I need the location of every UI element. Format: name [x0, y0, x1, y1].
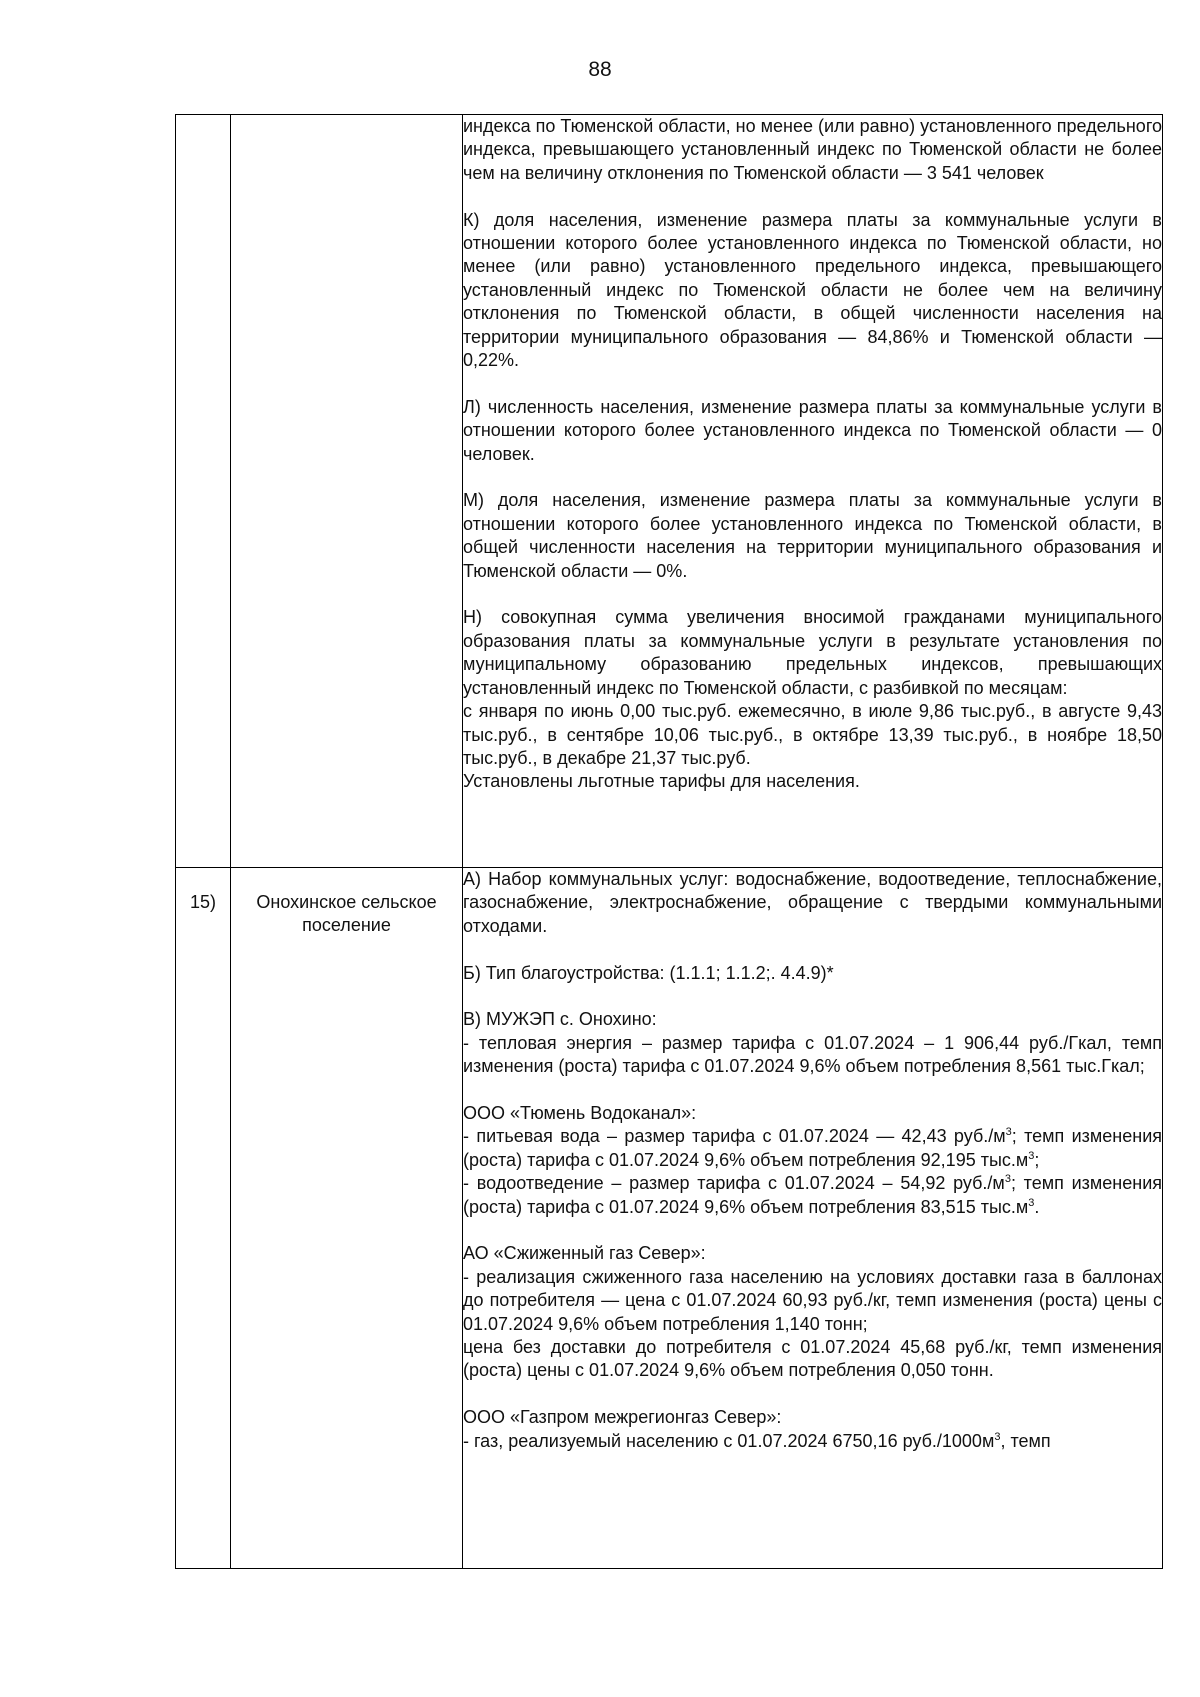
- municipality-name-cell: [231, 868, 463, 1569]
- gazprom-title: ООО «Газпром межрегионгаз Север»:: [463, 1407, 782, 1428]
- improvement-type-paragraph: Б) Тип благоустройства: (1.1.1; 1.1.2;. 4.4.9)*: [463, 962, 834, 983]
- lpg-title: АО «Сжиженный газ Север»:: [463, 1243, 706, 1264]
- paragraph-n-total: [463, 606, 1162, 793]
- muzhep-block: [463, 1008, 1162, 1078]
- paragraph-n-monthly: с января по июнь 0,00 тыс.руб. ежемесячно, в июле 9,86 тыс.руб., в августе 9,43 тыс.руб., в сентябре 10,06 тыс.руб., в октябре 13,39 тыс.руб., в ноябре 18,50 тыс.руб., в декабре 21,37 тыс.руб.: [463, 701, 1162, 768]
- description-cell: [463, 868, 1163, 1569]
- lpg-delivery-price: - реализация сжиженного газа населению на условиях доставки газа в баллонах до потребителя — цена с 01.07.2024 60,93 руб./кг, темп изменения (роста) цены с 01.07.2024 9,6% объем потребления 1,140 тонн;: [463, 1266, 1162, 1334]
- municipality-name-cell: [231, 115, 463, 868]
- tariff-table: [175, 114, 1163, 1569]
- vodokanal-water-tariff: - питьевая вода – размер тарифа с 01.07.2024 — 42,43 $руб./м^3$; темп изменения (роста) тарифа с 01.07.2024 9,6% объем потребления 92,195 $тыс.м^3$;: [463, 1126, 1162, 1170]
- vodokanal-block: [463, 1102, 1162, 1219]
- row-number-cell: [176, 868, 231, 1569]
- muzhep-title: В) МУЖЭП с. Онохино:: [463, 1009, 657, 1030]
- paragraph-m-share: М) доля населения, изменение размера платы за коммунальные услуги в отношении которого более установленного индекса по Тюменской области, в общей численности населения на территории муниципального образования и Тюменской области — 0%.: [463, 490, 1162, 581]
- paragraph-l-count: Л) численность населения, изменение размера платы за коммунальные услуги в отношении которого более установленного индекса по Тюменской области — 0 человек.: [463, 396, 1162, 464]
- muzhep-heat-tariff: - тепловая энергия – размер тарифа с 01.07.2024 – 1 906,44 руб./Гкал, темп изменения (роста) тарифа с 01.07.2024 9,6% объем потребления 8,561 тыс.Гкал;: [463, 1032, 1162, 1077]
- paragraph-n-benefit: Установлены льготные тарифы для населения.: [463, 771, 860, 792]
- table-row-continuation: [176, 115, 1163, 868]
- vodokanal-title: ООО «Тюмень Водоканал»:: [463, 1103, 697, 1124]
- row-number: 15): [189, 892, 216, 912]
- paragraph-k-share: К) доля населения, изменение размера платы за коммунальные услуги в отношении которого более установленного индекса по Тюменской области, но менее (или равно) установленного предельного индекса, превышающего установленный индекс по Тюменской области не более чем на величину отклонения по Тюменской области, в общей численности населения на территории муниципального образования — 84,86% и Тюменской области — 0,22%.: [463, 209, 1162, 371]
- paragraph-index-count: индекса по Тюменской области, но менее (или равно) установленного предельного индекса, превышающего установленный индекс по Тюменской области не более чем на величину отклонения по Тюменской области — 3 541 человек: [463, 116, 1162, 183]
- lpg-no-delivery-price: цена без доставки до потребителя с 01.07.2024 45,68 руб./кг, темп изменения (роста) цены с 01.07.2024 9,6% объем потребления 0,050 тонн.: [463, 1337, 1162, 1381]
- lpg-block: [463, 1242, 1162, 1382]
- gazprom-block: [463, 1406, 1162, 1453]
- paragraph-n-intro: Н) совокупная сумма увеличения вносимой гражданами муниципального образования платы за коммунальные услуги в результате установления по муниципальному образованию предельных индексов, превышающих установленный индекс по Тюменской области, с разбивкой по месяцам:: [463, 607, 1162, 698]
- row-number-cell: [176, 115, 231, 868]
- description-cell: [463, 115, 1163, 868]
- table-row-15: [176, 868, 1163, 1569]
- vodokanal-sewer-tariff: - водоотведение – размер тарифа с 01.07.2024 – 54,92 $руб./м^3$; темп изменения (роста) тарифа с 01.07.2024 9,6% объем потребления 83,515 $тыс.м^3$.: [463, 1173, 1162, 1217]
- services-paragraph: А) Набор коммунальных услуг: водоснабжение, водоотведение, теплоснабжение, газоснабжение, электроснабжение, обращение с твердыми коммунальными отходами.: [463, 869, 1162, 936]
- municipality-name: Онохинское сельское поселение: [256, 892, 437, 936]
- page-number: 88: [588, 58, 612, 81]
- gazprom-gas-price: - газ, реализуемый населению с 01.07.2024 6750,16 $руб./1000м^3$, темп: [463, 1430, 1051, 1451]
